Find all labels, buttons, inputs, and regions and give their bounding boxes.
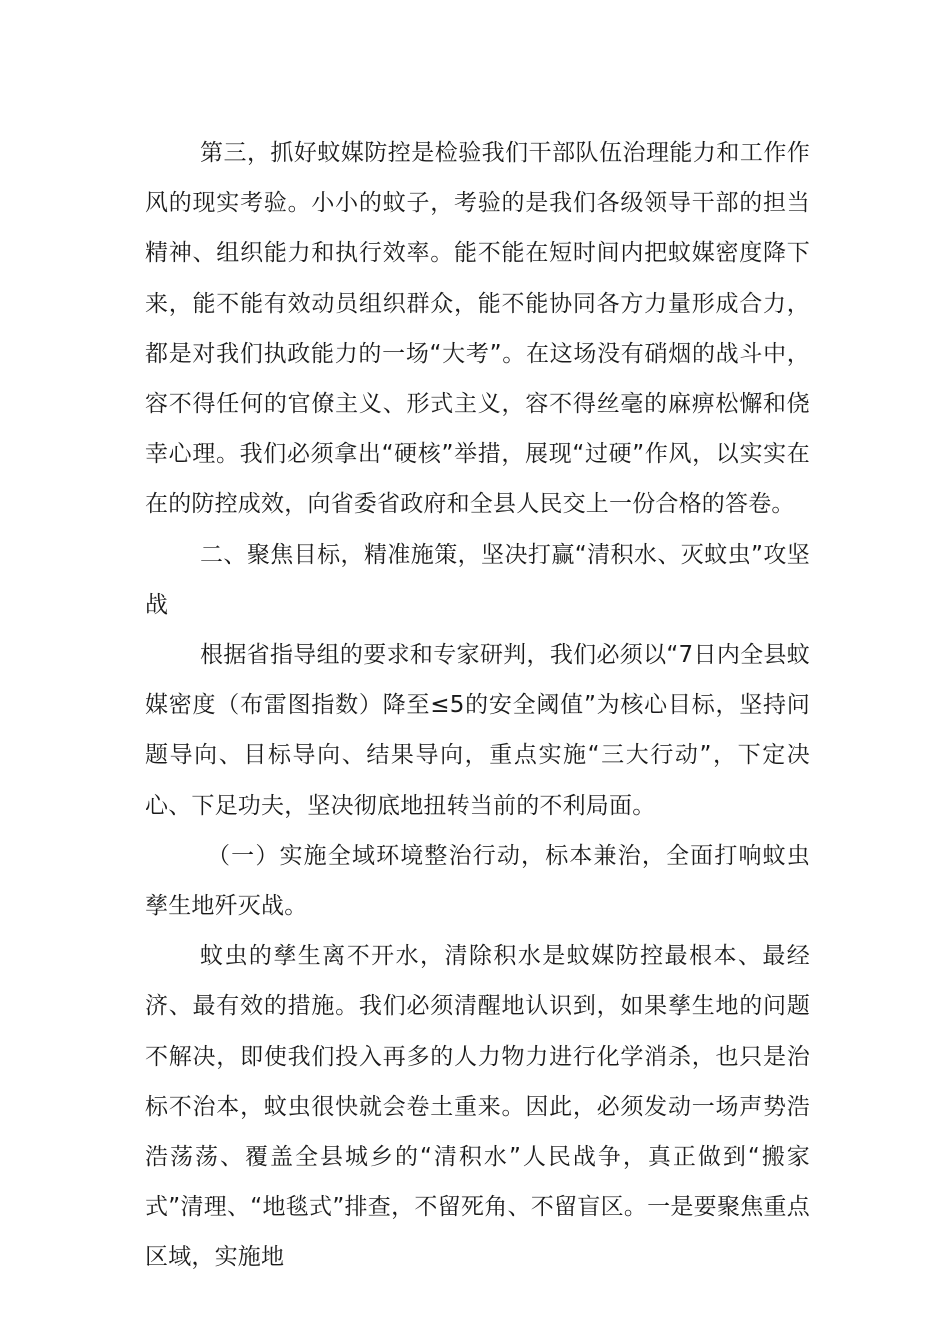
subsection-heading-one: （一）实施全域环境整治行动，标本兼治，全面打响蚊虫孳生地歼灭战。: [145, 842, 810, 920]
paragraph-clear-standing-water: 蚊虫的孳生离不开水，清除积水是蚊媒防控最根本、最经济、最有效的措施。我们必须清醒地认识到，如果孳生地的问题不解决，即使我们投入再多的人力物力进行化学消杀，也只是治标不治本，蚊虫很快就会卷土重来。因此，必须发动一场声势浩浩荡荡、覆盖全县城乡的“清积水”人民战争，真正做到“搬家式”清理、“地毯式”排查，不留死角、不留盲区。一是要聚焦重点区域，实施地: [145, 943, 810, 1271]
document-body: [145, 128, 810, 1283]
paragraph-core-target: 根据省指导组的要求和专家研判，我们必须以“7日内全县蚊媒密度（布雷图指数）降至≤5的安全阈值”为核心目标，坚持问题导向、目标导向、结果导向，重点实施“三大行动”，下定决心、下足功夫，坚决彻底地扭转当前的不利局面。: [145, 642, 810, 819]
paragraph-accountability: 第三，抓好蚊媒防控是检验我们干部队伍治理能力和工作作风的现实考验。小小的蚊子，考验的是我们各级领导干部的担当精神、组织能力和执行效率。能不能在短时间内把蚊媒密度降下来，能不能有效动员组织群众，能不能协同各方力量形成合力，都是对我们执政能力的一场“大考”。在这场没有硝烟的战斗中，容不得任何的官僚主义、形式主义，容不得丝毫的麻痹松懈和侥幸心理。我们必须拿出“硬核”举措，展现“过硬”作风，以实实在在的防控成效，向省委省政府和全县人民交上一份合格的答卷。: [145, 140, 810, 518]
section-heading-two: 二、聚焦目标，精准施策，坚决打赢“清积水、灭蚊虫”攻坚战: [145, 541, 810, 618]
